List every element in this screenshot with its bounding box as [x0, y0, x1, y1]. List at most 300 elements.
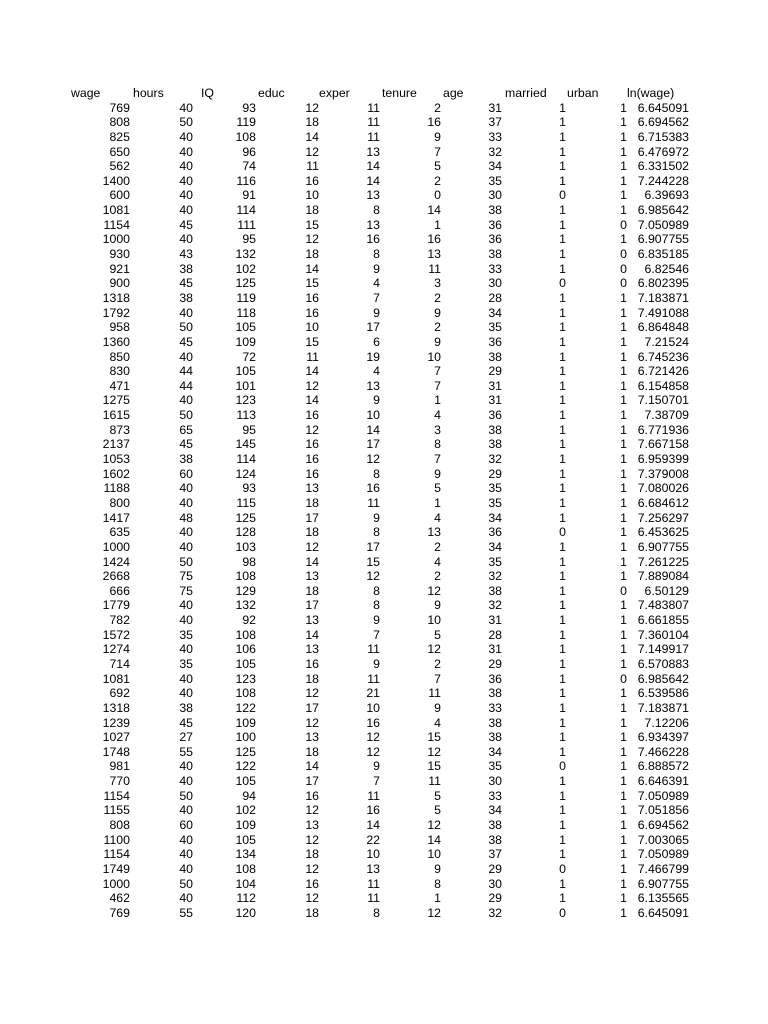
table-cell: 11 [367, 891, 380, 906]
table-cell: 21 [366, 686, 380, 701]
table-row [0, 672, 768, 687]
table-cell: 16 [305, 788, 319, 803]
table-cell: 13 [366, 144, 380, 159]
table-cell: 108 [235, 686, 256, 701]
table-cell: 12 [427, 818, 441, 833]
table-cell: 1 [620, 203, 627, 218]
table-cell: 1 [620, 364, 627, 379]
table-cell: 1 [559, 129, 566, 144]
table-cell: 7 [373, 290, 380, 305]
table-cell: 1081 [102, 203, 130, 218]
header-cell: urban [567, 86, 599, 100]
table-cell: 8 [373, 466, 380, 481]
table-cell: 12 [366, 452, 380, 467]
table-cell: 14 [305, 759, 319, 774]
table-cell: 45 [179, 715, 193, 730]
table-cell: 1100 [103, 832, 130, 847]
table-cell: 1 [620, 744, 627, 759]
table-cell: 1 [559, 247, 566, 262]
table-cell: 5 [434, 803, 441, 818]
table-cell: 40 [179, 861, 193, 876]
table-cell: 11 [306, 159, 319, 174]
table-cell: 16 [366, 715, 380, 730]
table-cell: 6.907755 [637, 539, 689, 554]
table-cell: 11 [367, 129, 380, 144]
table-cell: 9 [373, 305, 380, 320]
table-cell: 91 [242, 188, 256, 203]
table-cell: 1 [620, 642, 627, 657]
table-cell: 7.667158 [637, 437, 689, 452]
table-cell: 109 [235, 715, 256, 730]
table-cell: 9 [434, 700, 441, 715]
table-cell: 17 [305, 510, 319, 525]
table-cell: 40 [179, 495, 193, 510]
table-cell: 38 [488, 686, 502, 701]
table-cell: 95 [242, 232, 256, 247]
table-cell: 1 [559, 378, 566, 393]
header-cell: wage [71, 86, 101, 100]
table-cell: 55 [179, 744, 193, 759]
table-cell: 471 [109, 378, 130, 393]
table-row [0, 833, 768, 848]
table-cell: 106 [235, 642, 256, 657]
table-cell: 118 [236, 305, 256, 320]
table-cell: 1188 [103, 481, 130, 496]
table-cell: 9 [434, 466, 441, 481]
table-cell: 1 [620, 510, 627, 525]
table-cell: 17 [366, 539, 380, 554]
table-cell: 35 [488, 320, 502, 335]
table-cell: 1 [620, 847, 627, 862]
table-cell: 18 [305, 525, 319, 540]
table-cell: 34 [488, 159, 502, 174]
table-cell: 1 [559, 408, 566, 423]
table-cell: 1 [559, 744, 566, 759]
table-cell: 16 [305, 173, 319, 188]
table-cell: 7.38709 [644, 408, 689, 423]
header-cell: married [505, 86, 547, 100]
table-cell: 1 [620, 774, 627, 789]
table-cell: 36 [488, 671, 502, 686]
table-cell: 105 [235, 656, 256, 671]
table-cell: 0 [559, 188, 566, 203]
table-cell: 105 [235, 774, 256, 789]
table-row [0, 628, 768, 643]
table-cell: 6.694562 [637, 115, 689, 130]
table-cell: 6.645091 [637, 905, 689, 920]
table-cell: 0 [620, 247, 627, 262]
table-row [0, 159, 768, 174]
table-cell: 11 [367, 115, 380, 130]
table-cell: 2 [434, 656, 441, 671]
table-cell: 35 [179, 656, 193, 671]
table-cell: 119 [236, 290, 256, 305]
table-cell: 28 [488, 290, 502, 305]
table-cell: 6.154858 [637, 378, 689, 393]
table-cell: 40 [179, 613, 193, 628]
table-cell: 40 [179, 481, 193, 496]
table-row [0, 350, 768, 365]
table-cell: 12 [366, 744, 380, 759]
table-cell: 1 [559, 583, 566, 598]
table-cell: 44 [179, 364, 193, 379]
table-cell: 6.331502 [637, 159, 689, 174]
table-cell: 8 [434, 437, 441, 452]
table-cell: 32 [488, 569, 502, 584]
table-cell: 75 [179, 569, 193, 584]
table-cell: 100 [235, 730, 256, 745]
table-cell: 105 [235, 364, 256, 379]
table-cell: 11 [367, 642, 380, 657]
table-cell: 38 [488, 247, 502, 262]
table-cell: 1 [620, 905, 627, 920]
table-cell: 9 [434, 598, 441, 613]
table-cell: 10 [427, 847, 441, 862]
table-cell: 114 [236, 452, 256, 467]
table-cell: 600 [109, 188, 130, 203]
table-cell: 125 [235, 276, 256, 291]
table-cell: 12 [305, 539, 319, 554]
table-cell: 16 [305, 437, 319, 452]
table-cell: 122 [235, 759, 256, 774]
table-row [0, 115, 768, 130]
table-cell: 0 [620, 261, 627, 276]
table-cell: 40 [179, 803, 193, 818]
table-cell: 14 [305, 364, 319, 379]
table-cell: 6.771936 [637, 422, 689, 437]
table-cell: 1 [620, 290, 627, 305]
table-cell: 782 [109, 613, 130, 628]
table-cell: 1 [434, 495, 441, 510]
table-cell: 102 [235, 803, 256, 818]
table-cell: 43 [179, 247, 193, 262]
table-cell: 32 [488, 144, 502, 159]
table-cell: 31 [488, 100, 502, 115]
table-cell: 1 [620, 159, 627, 174]
table-cell: 108 [235, 861, 256, 876]
table-cell: 1 [559, 671, 566, 686]
table-cell: 92 [242, 613, 256, 628]
table-cell: 1 [620, 393, 627, 408]
table-cell: 14 [427, 203, 441, 218]
table-cell: 31 [488, 613, 502, 628]
table-row [0, 540, 768, 555]
table-cell: 75 [179, 583, 193, 598]
table-cell: 13 [305, 481, 319, 496]
table-cell: 1 [559, 261, 566, 276]
table-cell: 1154 [103, 788, 130, 803]
table-cell: 29 [488, 861, 502, 876]
table-cell: 0 [434, 188, 441, 203]
table-cell: 33 [488, 129, 502, 144]
table-cell: 6.684612 [637, 495, 689, 510]
table-cell: 38 [488, 832, 502, 847]
table-cell: 36 [488, 408, 502, 423]
table-cell: 6.907755 [637, 876, 689, 891]
table-cell: 14 [427, 832, 441, 847]
table-cell: 40 [179, 642, 193, 657]
table-cell: 1 [559, 159, 566, 174]
table-cell: 14 [305, 627, 319, 642]
table-cell: 30 [488, 188, 502, 203]
table-cell: 12 [366, 730, 380, 745]
table-cell: 1000 [102, 232, 130, 247]
table-cell: 5 [434, 481, 441, 496]
table-cell: 105 [235, 320, 256, 335]
table-cell: 714 [109, 656, 130, 671]
table-cell: 12 [305, 861, 319, 876]
table-cell: 16 [305, 452, 319, 467]
table-cell: 12 [427, 642, 441, 657]
table-cell: 50 [179, 876, 193, 891]
table-cell: 2 [434, 100, 441, 115]
table-cell: 7.256297 [637, 510, 689, 525]
table-cell: 12 [305, 832, 319, 847]
table-cell: 11 [367, 876, 380, 891]
table-cell: 10 [366, 847, 380, 862]
table-cell: 1 [559, 642, 566, 657]
table-cell: 1318 [102, 700, 130, 715]
table-cell: 635 [109, 525, 130, 540]
table-cell: 15 [427, 730, 441, 745]
table-cell: 7.466799 [637, 861, 689, 876]
table-cell: 33 [488, 788, 502, 803]
table-cell: 1 [620, 891, 627, 906]
table-cell: 16 [366, 803, 380, 818]
table-row [0, 379, 768, 394]
table-cell: 38 [179, 290, 193, 305]
table-cell: 4 [373, 364, 380, 379]
table-cell: 18 [305, 495, 319, 510]
table-cell: 7 [434, 378, 441, 393]
table-cell: 8 [373, 247, 380, 262]
table-cell: 38 [488, 203, 502, 218]
table-cell: 34 [488, 539, 502, 554]
table-cell: 40 [179, 539, 193, 554]
table-cell: 6.985642 [637, 671, 689, 686]
table-cell: 11 [428, 686, 441, 701]
table-cell: 11 [306, 349, 319, 364]
table-cell: 1 [620, 832, 627, 847]
table-cell: 1 [559, 656, 566, 671]
table-cell: 800 [109, 495, 130, 510]
table-cell: 104 [235, 876, 256, 891]
table-row [0, 232, 768, 247]
table-cell: 1 [620, 627, 627, 642]
table-cell: 1 [620, 613, 627, 628]
table-cell: 8 [373, 598, 380, 613]
table-cell: 1360 [102, 334, 130, 349]
table-cell: 1 [434, 393, 441, 408]
table-cell: 7 [434, 452, 441, 467]
table-cell: 1779 [102, 598, 130, 613]
table-cell: 1318 [102, 290, 130, 305]
table-cell: 1 [559, 847, 566, 862]
table-cell: 30 [488, 774, 502, 789]
table-cell: 8 [373, 583, 380, 598]
table-cell: 16 [427, 115, 441, 130]
table-cell: 38 [488, 583, 502, 598]
table-cell: 111 [237, 217, 256, 232]
table-cell: 9 [373, 393, 380, 408]
table-cell: 45 [179, 334, 193, 349]
table-cell: 1274 [102, 642, 130, 657]
table-cell: 14 [305, 129, 319, 144]
table-cell: 12 [305, 686, 319, 701]
table-cell: 35 [488, 173, 502, 188]
table-cell: 2 [434, 173, 441, 188]
table-cell: 17 [305, 700, 319, 715]
table-cell: 1 [620, 378, 627, 393]
table-row [0, 701, 768, 716]
table-row [0, 598, 768, 613]
table-cell: 38 [488, 715, 502, 730]
table-cell: 10 [427, 349, 441, 364]
table-cell: 1 [620, 715, 627, 730]
table-cell: 808 [109, 115, 130, 130]
table-row [0, 247, 768, 262]
table-cell: 1239 [102, 715, 130, 730]
table-cell: 7.050989 [637, 217, 689, 232]
table-cell: 1 [620, 334, 627, 349]
table-cell: 1 [559, 232, 566, 247]
table-row [0, 511, 768, 526]
table-cell: 1 [559, 217, 566, 232]
table-cell: 873 [109, 422, 130, 437]
table-cell: 7.466228 [637, 744, 689, 759]
table-cell: 12 [305, 422, 319, 437]
table-cell: 11 [367, 788, 380, 803]
table-row [0, 613, 768, 628]
table-cell: 11 [367, 100, 380, 115]
table-cell: 921 [109, 261, 130, 276]
table-cell: 1 [559, 774, 566, 789]
table-cell: 6.745236 [637, 349, 689, 364]
table-cell: 1 [620, 320, 627, 335]
table-cell: 40 [179, 832, 193, 847]
table-row [0, 569, 768, 584]
table-cell: 1 [559, 290, 566, 305]
table-row [0, 203, 768, 218]
table-cell: 1 [559, 598, 566, 613]
table-cell: 98 [242, 554, 256, 569]
table-cell: 60 [179, 466, 193, 481]
table-cell: 40 [179, 525, 193, 540]
table-cell: 34 [488, 744, 502, 759]
table-cell: 1792 [102, 305, 130, 320]
table-cell: 12 [305, 232, 319, 247]
table-cell: 7.379008 [637, 466, 689, 481]
table-cell: 15 [305, 217, 319, 232]
table-cell: 14 [366, 173, 380, 188]
table-cell: 850 [109, 349, 130, 364]
table-cell: 116 [236, 173, 256, 188]
table-cell: 40 [179, 129, 193, 144]
table-cell: 1 [620, 539, 627, 554]
table-cell: 7.889084 [637, 569, 689, 584]
table-cell: 38 [179, 261, 193, 276]
table-cell: 6.835185 [637, 247, 689, 262]
table-cell: 1154 [103, 217, 130, 232]
table-cell: 825 [109, 129, 130, 144]
table-cell: 6.476972 [637, 144, 689, 159]
table-cell: 1081 [102, 671, 130, 686]
table-cell: 14 [305, 261, 319, 276]
table-cell: 1 [559, 100, 566, 115]
table-cell: 44 [179, 378, 193, 393]
table-cell: 34 [488, 803, 502, 818]
table-cell: 40 [179, 305, 193, 320]
table-cell: 14 [305, 554, 319, 569]
table-cell: 40 [179, 144, 193, 159]
table-row [0, 364, 768, 379]
header-cell: ln(wage) [627, 86, 675, 100]
table-cell: 16 [305, 656, 319, 671]
table-cell: 8 [434, 876, 441, 891]
table-row [0, 877, 768, 892]
table-cell: 13 [305, 569, 319, 584]
table-cell: 1 [559, 203, 566, 218]
table-cell: 93 [242, 100, 256, 115]
table-cell: 34 [488, 510, 502, 525]
table-cell: 115 [236, 495, 256, 510]
table-cell: 37 [488, 847, 502, 862]
table-cell: 35 [488, 759, 502, 774]
table-row [0, 642, 768, 657]
table-cell: 31 [488, 642, 502, 657]
table-cell: 13 [427, 525, 441, 540]
table-cell: 15 [305, 276, 319, 291]
table-cell: 35 [179, 627, 193, 642]
table-cell: 650 [109, 144, 130, 159]
table-cell: 1 [559, 393, 566, 408]
table-cell: 0 [559, 905, 566, 920]
table-cell: 1748 [102, 744, 130, 759]
table-cell: 16 [305, 290, 319, 305]
table-cell: 16 [305, 876, 319, 891]
table-cell: 4 [434, 408, 441, 423]
table-cell: 1154 [103, 847, 130, 862]
table-row [0, 101, 768, 116]
table-cell: 5 [434, 159, 441, 174]
table-row [0, 262, 768, 277]
table-cell: 13 [305, 642, 319, 657]
table-cell: 0 [559, 276, 566, 291]
table-cell: 36 [488, 217, 502, 232]
table-cell: 1 [559, 173, 566, 188]
table-cell: 7.12206 [644, 715, 689, 730]
header-row [0, 86, 768, 101]
table-cell: 6.39693 [644, 188, 689, 203]
table-row [0, 467, 768, 482]
table-cell: 31 [488, 378, 502, 393]
table-cell: 1 [620, 686, 627, 701]
table-cell: 132 [235, 598, 256, 613]
table-cell: 5 [434, 788, 441, 803]
table-cell: 7 [434, 144, 441, 159]
table-cell: 900 [109, 276, 130, 291]
table-cell: 1615 [102, 408, 130, 423]
table-cell: 14 [366, 422, 380, 437]
table-cell: 9 [434, 305, 441, 320]
table-row [0, 730, 768, 745]
table-cell: 12 [305, 715, 319, 730]
table-cell: 13 [305, 613, 319, 628]
table-cell: 34 [488, 305, 502, 320]
table-cell: 1053 [102, 452, 130, 467]
table-cell: 38 [179, 700, 193, 715]
header-cell: tenure [382, 86, 417, 100]
